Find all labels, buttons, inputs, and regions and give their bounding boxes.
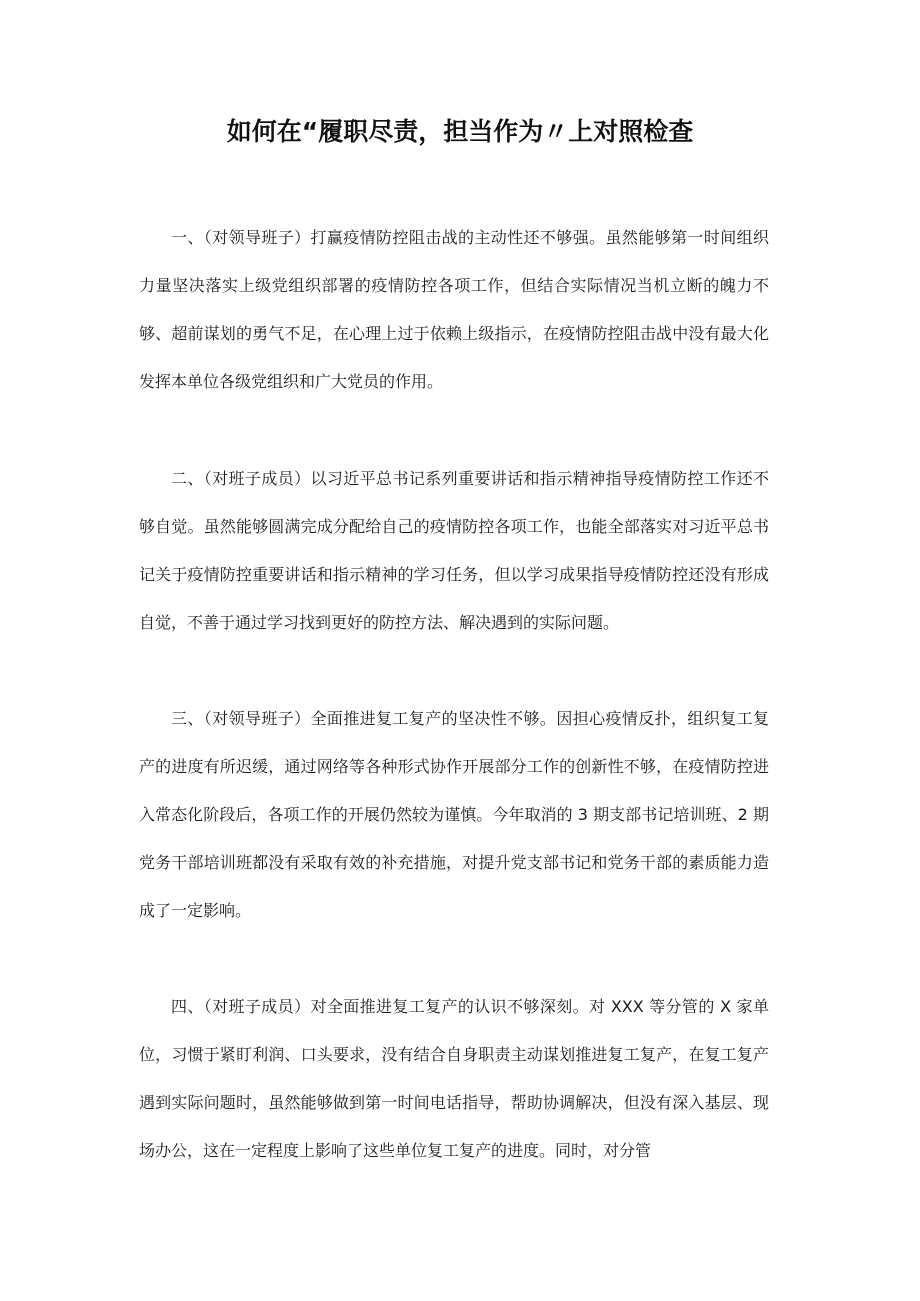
paragraph-2: 二、（对班子成员）以习近平总书记系列重要讲话和指示精神指导疫情防控工作还不够自觉。虽然能够圆满完成分配给自己的疫情防控各项工作，也能全部落实对习近平总书记关于疫情防控重要讲话和指示精神的学习任务，但以学习成果指导疫情防控还没有形成自觉，不善于通过学习找到更好的防控方法、解决遇到的实际问题。 bbox=[139, 469, 769, 632]
paragraph-4: 四、（对班子成员）对全面推进复工复产的认识不够深刻。对 XXX 等分管的 X 家单位，习惯于紧盯利润、口头要求，没有结合自身职责主动谋划推进复工复产，在复工复产遇到实际问题时，虽然能够做到第一时间电话指导，帮助协调解决，但没有深入基层、现场办公，这在一定程度上影响了这些单位复工复产的进度。同时，对分管 bbox=[139, 997, 769, 1160]
paragraph-3: 三、（对领导班子）全面推进复工复产的坚决性不够。因担心疫情反扑，组织复工复产的进度有所迟缓，通过网络等各种形式协作开展部分工作的创新性不够，在疫情防控进入常态化阶段后，各项工作的开展仍然较为谨慎。今年取消的 3 期支部书记培训班、2 期党务干部培训班都没有采取有效的补充措施，对提升党支部书记和党务干部的素质能力造成了一定影响。 bbox=[139, 709, 769, 920]
paragraph-1: 一、（对领导班子）打赢疫情防控阻击战的主动性还不够强。虽然能够第一时间组织力量坚决落实上级党组织部署的疫情防控各项工作，但结合实际情况当机立断的魄力不够、超前谋划的勇气不足，在心理上过于依赖上级指示，在疫情防控阻击战中没有最大化发挥本单位各级党组织和广大党员的作用。 bbox=[139, 228, 769, 391]
document-title: 如何在“履职尽责，担当作为〃上对照检查 bbox=[226, 117, 694, 146]
